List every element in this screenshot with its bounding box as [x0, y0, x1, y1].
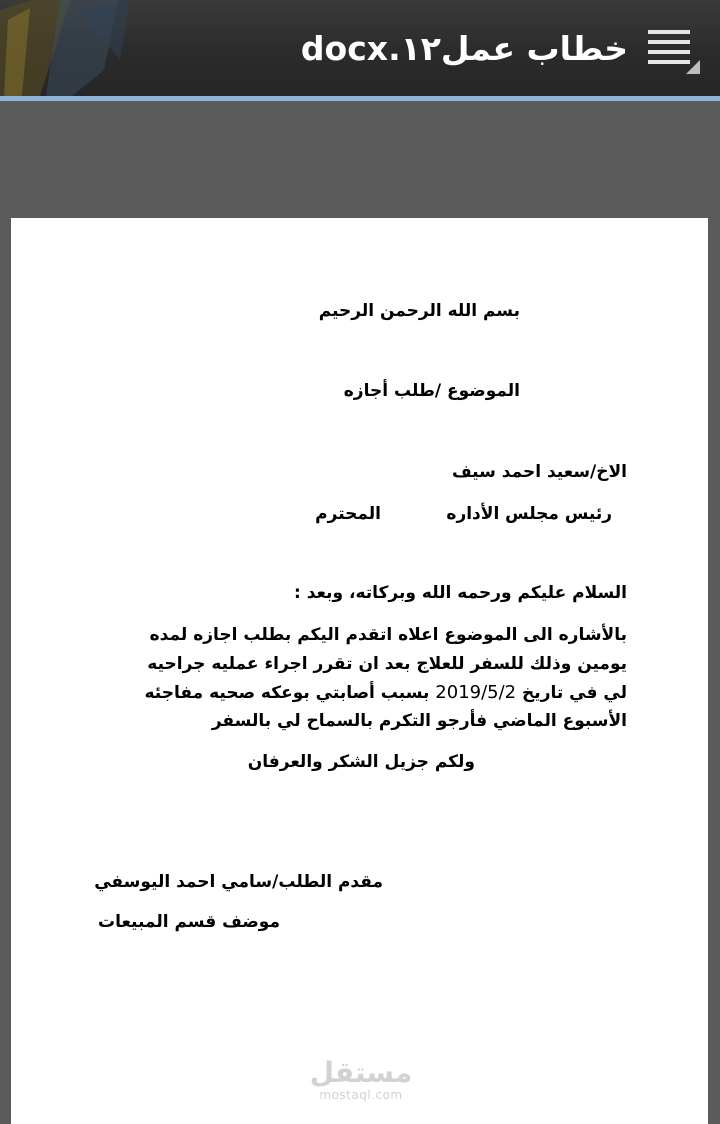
app-bar-accent-line [0, 96, 720, 101]
body-line-2: يومين وذلك للسفر للعلاج بعد ان تقرر اجراء عمليه جراحيه [147, 654, 627, 674]
body-line-1: بالأشاره الى الموضوع اعلاه اتقدم اليكم بطلب اجازه لمده [149, 625, 627, 645]
basmala: بسم الله الرحمن الرحيم [318, 301, 520, 321]
document-title: خطاب عمل١٢.docx [300, 29, 628, 68]
honorific: المحترم [315, 504, 381, 524]
watermark-brand: مستقل [309, 1056, 413, 1089]
signature-name: مقدم الطلب/سامي احمد اليوسفي [94, 872, 383, 892]
body-date: 2019/5/2 [435, 682, 517, 703]
menu-lines-icon[interactable] [648, 24, 702, 76]
watermark-domain: mostaql.com [319, 1088, 403, 1102]
app-logo-icon [0, 0, 140, 96]
closing: ولكم جزيل الشكر والعرفان [247, 752, 475, 772]
app-bar [0, 0, 720, 96]
body-line-3-start: لي في تاريخ [516, 683, 627, 703]
addressee-position: رئيس مجلس الأداره [446, 504, 612, 524]
addressee: الاخ/سعيد احمد سيف [451, 462, 627, 482]
body-line-3-end: بسبب أصابتي بوعكه صحيه مفاجئه [144, 683, 436, 703]
signature-title: موضف قسم المبيعات [97, 912, 280, 932]
body-line-3 [145, 680, 628, 706]
greeting: السلام عليكم ورحمه الله وبركاته، وبعد : [294, 583, 627, 603]
body-line-4: الأسبوع الماضي فأرجو التكرم بالسماح لي بالسفر [211, 711, 627, 731]
subject-line: الموضوع /طلب أجازه [343, 381, 520, 401]
watermark [305, 1058, 417, 1102]
